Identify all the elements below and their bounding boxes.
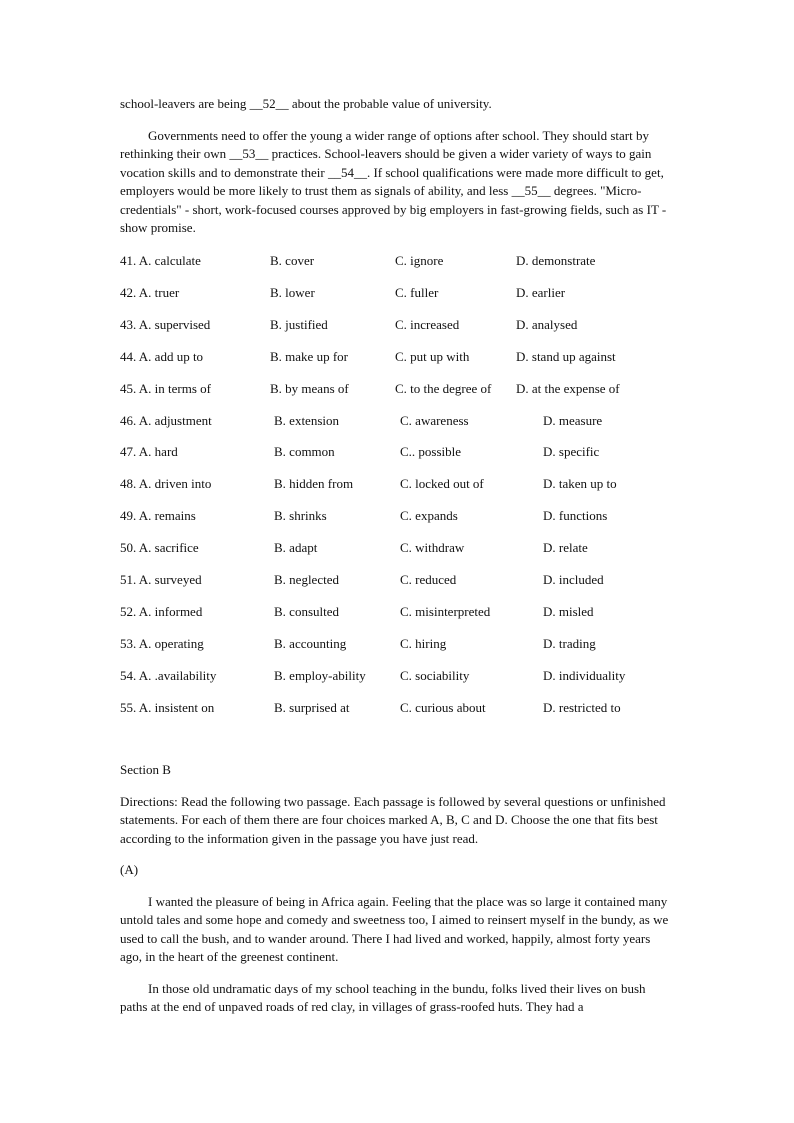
option-b-q54: B. employ-ability bbox=[274, 667, 366, 683]
section-b-title: Section B bbox=[120, 762, 171, 777]
passage-a-paragraph-2: In those old undramatic days of my school teaching in the bundu, folks lived their lives on bush paths at the end of unpaved roads of red clay, in villages of grass-roofed huts. They had a bbox=[120, 980, 646, 1014]
option-b-q49: B. shrinks bbox=[274, 508, 327, 524]
passage-line-52: school-leavers are being __52__ about the probable value of university. bbox=[120, 96, 492, 111]
option-c-q44: C. put up with bbox=[395, 348, 470, 364]
option-c-q55: C. curious about bbox=[400, 699, 486, 715]
question-row-44 bbox=[120, 348, 680, 366]
option-d-q52: D. misled bbox=[543, 603, 594, 619]
question-row-45 bbox=[120, 380, 680, 398]
option-d-q50: D. relate bbox=[543, 540, 588, 556]
option-a-q44: 44. A. add up to bbox=[120, 348, 204, 364]
option-a-q49: 49. A. remains bbox=[120, 508, 196, 524]
question-row-54 bbox=[120, 667, 680, 685]
option-c-q48: C. locked out of bbox=[400, 476, 484, 492]
question-row-42 bbox=[120, 284, 680, 302]
option-d-q46: D. measure bbox=[543, 412, 603, 428]
option-d-q49: D. functions bbox=[543, 508, 608, 524]
option-a-q53: 53. A. operating bbox=[120, 635, 204, 651]
option-a-q47: 47. A. hard bbox=[120, 444, 178, 460]
option-a-q54: 54. A. .availability bbox=[120, 667, 217, 683]
option-d-q54: D. individuality bbox=[543, 667, 626, 683]
option-b-q53: B. accounting bbox=[274, 635, 347, 651]
option-b-q42: B. lower bbox=[270, 284, 315, 300]
passage-a-paragraph-1: I wanted the pleasure of being in Africa again. Feeling that the place was so large it contained many untold tales and some hope and comedy and sweetness too, I aimed to reinsert myself in the bundy, as we used to call the bush, and to wander around. There I had lived and worked, happily, almost forty years ago, in the heart of the greenest continent. bbox=[120, 893, 669, 964]
option-d-q41: D. demonstrate bbox=[516, 253, 596, 268]
option-c-q41: C. ignore bbox=[395, 253, 444, 268]
option-b-q45: B. by means of bbox=[270, 380, 349, 396]
option-d-q47: D. specific bbox=[543, 444, 600, 460]
passage-a-label: (A) bbox=[120, 862, 139, 877]
option-b-q52: B. consulted bbox=[274, 603, 339, 619]
option-b-q44: B. make up for bbox=[270, 348, 348, 364]
option-d-q43: D. analysed bbox=[516, 316, 578, 332]
option-b-q48: B. hidden from bbox=[274, 476, 354, 492]
option-c-q50: C. withdraw bbox=[400, 540, 465, 556]
option-d-q42: D. earlier bbox=[516, 284, 566, 300]
option-a-q50: 50. A. sacrifice bbox=[120, 540, 199, 556]
question-row-43 bbox=[120, 316, 680, 334]
option-b-q46: B. extension bbox=[274, 412, 339, 428]
option-c-q43: C. increased bbox=[395, 316, 460, 332]
option-d-q53: D. trading bbox=[543, 635, 596, 651]
option-a-q51: 51. A. surveyed bbox=[120, 572, 202, 587]
option-a-q45: 45. A. in terms of bbox=[120, 380, 211, 396]
section-b-directions: Directions: Read the following two passage. Each passage is followed by several questions or unfinished statements. For each of them there are four choices marked A, B, C and D. Choose the one that fits best according to the information given in the passage you have just read. bbox=[120, 793, 666, 846]
option-d-q45: D. at the expense of bbox=[516, 380, 620, 396]
option-d-q44: D. stand up against bbox=[516, 348, 616, 364]
question-row-49 bbox=[120, 507, 680, 525]
option-a-q43: 43. A. supervised bbox=[120, 316, 211, 332]
option-b-q51: B. neglected bbox=[274, 572, 339, 587]
section-b bbox=[120, 761, 675, 1017]
option-a-q46: 46. A. adjustment bbox=[120, 412, 212, 428]
question-row-50 bbox=[120, 539, 680, 557]
question-row-48 bbox=[120, 475, 680, 493]
option-c-q42: C. fuller bbox=[395, 284, 439, 300]
option-c-q52: C. misinterpreted bbox=[400, 603, 491, 619]
option-a-q55: 55. A. insistent on bbox=[120, 699, 215, 715]
option-b-q55: B. surprised at bbox=[274, 699, 350, 715]
option-c-q45: C. to the degree of bbox=[395, 380, 492, 396]
option-a-q52: 52. A. informed bbox=[120, 603, 203, 619]
option-c-q54: C. sociability bbox=[400, 667, 470, 683]
option-c-q49: C. expands bbox=[400, 508, 458, 524]
question-row-55 bbox=[120, 699, 680, 717]
option-d-q48: D. taken up to bbox=[543, 476, 617, 492]
option-a-q42: 42. A. truer bbox=[120, 284, 180, 300]
option-d-q51: D. included bbox=[543, 572, 604, 587]
option-b-q50: B. adapt bbox=[274, 540, 318, 556]
option-c-q51: C. reduced bbox=[400, 572, 457, 587]
option-c-q46: C. awareness bbox=[400, 412, 469, 428]
option-b-q41: B. cover bbox=[270, 253, 315, 268]
question-row-47 bbox=[120, 443, 680, 461]
option-c-q47: C.. possible bbox=[400, 444, 462, 460]
option-b-q47: B. common bbox=[274, 444, 335, 460]
question-row-52 bbox=[120, 603, 680, 621]
passage-paragraph-governments: Governments need to offer the young a wider range of options after school. They should start by rethinking their own __53__ practices. School-leavers should be given a wider variety of ways to gain vocation skills and to demonstrate their __54__. If school qualifications were made more difficult to get, employers would be more likely to trust them as signals of ability, and less __55__ degrees. "Micro-credentials" - short, work-focused courses approved by big employers in fast-growing fields, such as IT - show promise. bbox=[120, 127, 667, 235]
question-row-53 bbox=[120, 635, 680, 653]
option-d-q55: D. restricted to bbox=[543, 699, 621, 715]
option-a-q48: 48. A. driven into bbox=[120, 476, 212, 492]
question-row-41 bbox=[120, 252, 680, 270]
question-row-51 bbox=[120, 571, 680, 589]
option-b-q43: B. justified bbox=[270, 316, 328, 332]
option-c-q53: C. hiring bbox=[400, 635, 447, 651]
option-a-q41: 41. A. calculate bbox=[120, 253, 201, 268]
question-row-46 bbox=[120, 412, 680, 430]
passage-tail bbox=[120, 95, 675, 238]
